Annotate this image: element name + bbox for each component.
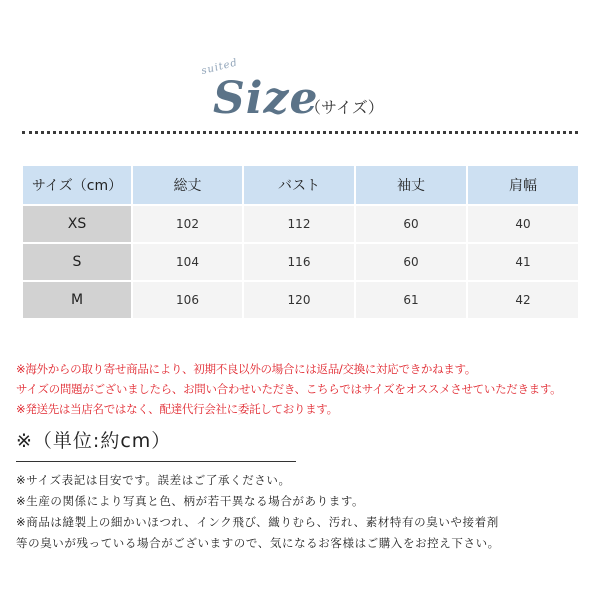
note-line: 等の臭いが残っている場合がございますので、気になるお客様はご購入をお控え下さい。: [16, 536, 500, 550]
table-cell: 104: [132, 243, 243, 281]
note-line: サイズの問題がございましたら、お問い合わせいただき、こちらではサイズをオススメさせていただきます。: [16, 382, 562, 396]
table-cell: 112: [243, 205, 355, 243]
size-label-cell: M: [22, 281, 132, 319]
table-header-row: [22, 165, 579, 205]
return-policy-notes: [16, 359, 586, 419]
dotted-divider: [22, 131, 578, 134]
size-table: [21, 164, 580, 320]
table-cell: 60: [355, 205, 467, 243]
table-cell: 60: [355, 243, 467, 281]
note-line: ※商品は縫製上の細かいほつれ、インク飛び、織りむら、汚れ、素材特有の臭いや接着剤: [16, 515, 499, 529]
table-cell: 102: [132, 205, 243, 243]
table-cell: 40: [467, 205, 579, 243]
size-label-cell: S: [22, 243, 132, 281]
heading-script-text: suited: [200, 57, 240, 77]
table-cell: 116: [243, 243, 355, 281]
table-row: [22, 205, 579, 243]
table-cell: 106: [132, 281, 243, 319]
header-sleeve: 袖丈: [355, 165, 467, 205]
note-line: ※発送先は当店名ではなく、配達代行会社に委託しております。: [16, 402, 338, 416]
header-length: 総丈: [132, 165, 243, 205]
header-shoulder: 肩幅: [467, 165, 579, 205]
note-line: ※生産の関係により写真と色、柄が若干異なる場合があります。: [16, 494, 365, 508]
table-cell: 61: [355, 281, 467, 319]
note-line: ※海外からの取り寄せ商品により、初期不良以外の場合には返品/交換に対応できかねます。: [16, 362, 476, 376]
table-row: [22, 281, 579, 319]
table-cell: 41: [467, 243, 579, 281]
heading-title: Size: [213, 73, 319, 124]
size-label-cell: XS: [22, 205, 132, 243]
table-cell: 120: [243, 281, 355, 319]
header-size: サイズ（cm）: [22, 165, 132, 205]
heading-subtitle: （サイズ）: [305, 98, 384, 117]
header-bust: バスト: [243, 165, 355, 205]
table-cell: 42: [467, 281, 579, 319]
note-line: ※サイズ表記は目安です。誤差はご了承ください。: [16, 473, 291, 487]
table-row: [22, 243, 579, 281]
size-heading: [0, 58, 600, 128]
product-notes: [16, 470, 588, 554]
unit-heading: ※（単位:約cm）: [16, 430, 172, 452]
unit-underline: [16, 461, 296, 462]
